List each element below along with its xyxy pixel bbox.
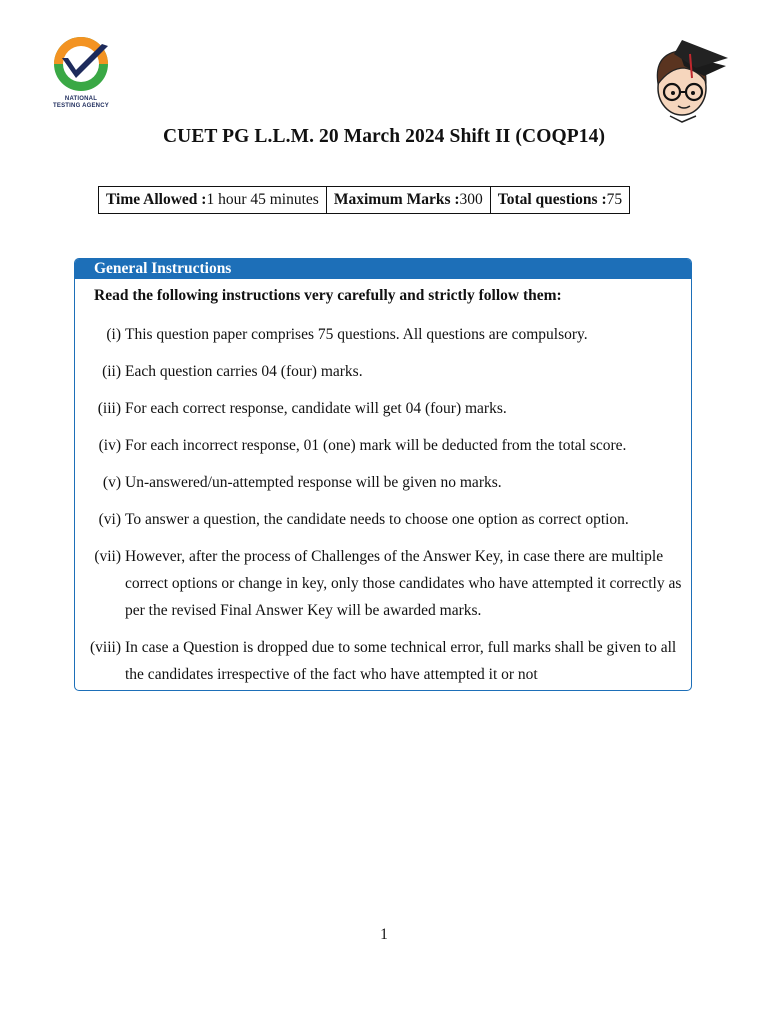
page-title: CUET PG L.L.M. 20 March 2024 Shift II (COQP14) [162, 126, 606, 147]
instruction-number: (v) [102, 474, 121, 491]
maximum-marks-label: Maximum Marks : [333, 191, 460, 208]
instruction-number: (iv) [98, 437, 121, 454]
instructions-header: General Instructions [75, 259, 691, 279]
total-questions-label: Total questions : [497, 191, 607, 208]
instruction-number: (iii) [97, 400, 121, 417]
instruction-number: (viii) [90, 639, 121, 656]
time-allowed-value: 1 hour 45 minutes [206, 191, 319, 208]
instructions-lead: Read the following instructions very carefully and strictly follow them: [94, 287, 562, 304]
instructions-list [75, 321, 691, 691]
instruction-number: (i) [106, 326, 121, 343]
instruction-item [75, 321, 691, 348]
instruction-text: For each incorrect response, 01 (one) mark will be deducted from the total score. [125, 437, 627, 454]
instruction-item [75, 432, 691, 459]
instruction-text: To answer a question, the candidate needs to choose one option as correct option. [125, 511, 629, 528]
instruction-text: This question paper comprises 75 questions. All questions are compulsory. [125, 326, 588, 343]
instruction-item [75, 469, 691, 496]
general-instructions-box [74, 258, 692, 691]
total-questions-value: 75 [606, 191, 623, 208]
graduate-mascot-icon [640, 36, 730, 124]
instruction-text: Each question carries 04 (four) marks. [125, 363, 363, 380]
exam-info-table [98, 186, 630, 214]
instruction-text: Un-answered/un-attempted response will be given no marks. [125, 474, 502, 491]
instruction-text: For each correct response, candidate will get 04 (four) marks. [125, 400, 507, 417]
instruction-item [75, 358, 691, 385]
instruction-number: (ii) [102, 363, 121, 380]
maximum-marks-cell [326, 187, 490, 214]
logo-text-line1: NATIONAL [64, 96, 98, 102]
total-questions-cell [490, 187, 629, 214]
nta-logo-text [38, 96, 124, 110]
logo-text-line2: TESTING AGENCY [53, 103, 109, 109]
maximum-marks-value: 300 [459, 191, 483, 208]
instruction-text: In case a Question is dropped due to some technical error, full marks shall be given to all the candidates irrespective of the fact who have attempted it or not [125, 639, 677, 683]
time-allowed-cell [99, 187, 327, 214]
instruction-item [75, 543, 691, 624]
nta-logo [38, 34, 124, 122]
instruction-number: (vi) [98, 511, 121, 528]
instruction-item [75, 634, 691, 688]
page-number: 1 [380, 926, 388, 943]
nta-logo-icon [38, 34, 124, 96]
instruction-item [75, 506, 691, 533]
instruction-text: However, after the process of Challenges of the Answer Key, in case there are multiple correct options or change in key, only those candidates who have attempted it correctly as per the revised Final Answer Key will be awarded marks. [125, 548, 682, 619]
instruction-item [75, 395, 691, 422]
time-allowed-label: Time Allowed : [106, 191, 207, 208]
instruction-number: (vii) [94, 548, 121, 565]
